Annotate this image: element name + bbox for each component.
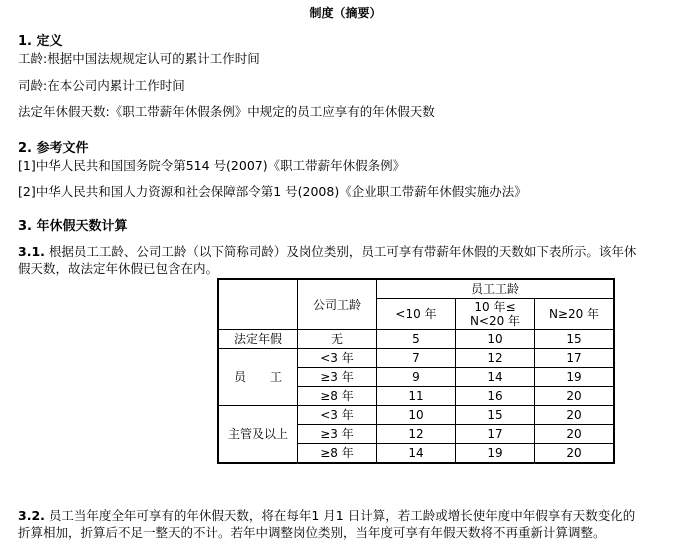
paragraph-3-1-line2: 假天数，故法定年休假已包含在内。 [18, 261, 219, 276]
value-cell: 20 [535, 444, 615, 464]
staff-label: 员 工 [218, 349, 298, 406]
company-tenure-header: 公司工龄 [298, 279, 377, 330]
paragraph-3-2-number: 3.2. [18, 508, 45, 523]
col-header-10-20-line1: 10 年≤ [474, 300, 516, 314]
value-cell: 7 [377, 349, 456, 368]
value-cell: 19 [535, 368, 615, 387]
value-cell: 10 [456, 330, 535, 349]
value-cell: 14 [456, 368, 535, 387]
value-cell: 5 [377, 330, 456, 349]
section-2-heading: 2. 参考文件 [18, 141, 89, 156]
table-row [218, 349, 614, 368]
value-cell: 16 [456, 387, 535, 406]
statutory-label: 法定年假 [218, 330, 298, 349]
manager-label: 主管及以上 [218, 406, 298, 464]
col-header-lt10: <10 年 [377, 299, 456, 330]
value-cell: 10 [377, 406, 456, 425]
reference-line: [1]中华人民共和国国务院令第514 号(2007)《职工带薪年休假条例》 [18, 158, 406, 173]
table-row [218, 406, 614, 425]
tenure-cell: ≥3 年 [298, 425, 377, 444]
value-cell: 11 [377, 387, 456, 406]
value-cell: 17 [456, 425, 535, 444]
value-cell: 12 [456, 349, 535, 368]
definition-line: 法定年休假天数:《职工带薪年休假条例》中规定的员工应享有的年休假天数 [18, 104, 435, 119]
value-cell: 15 [535, 330, 615, 349]
value-cell: 20 [535, 406, 615, 425]
table-row [218, 330, 614, 349]
value-cell: 20 [535, 425, 615, 444]
paragraph-3-1-text: 根据员工工龄、公司工龄（以下简称司龄）及岗位类别，员工可享有带薪年休假的天数如下表所示。该年休 [44, 244, 637, 259]
page-title: 制度（摘要） [309, 6, 382, 20]
col-header-ge20: N≥20 年 [535, 299, 615, 330]
reference-line: [2]中华人民共和国人力资源和社会保障部令第1 号(2008)《企业职工带薪年休假实施办法》 [18, 184, 527, 199]
col-header-10-20-line2: N<20 年 [469, 314, 521, 328]
paragraph-3-2-text: 员工当年度全年可享有的年休假天数，将在每年1 月1 日计算，若工龄或增长使年度中年假享有天数变化的 [44, 508, 636, 523]
section-1-heading: 1. 定义 [18, 34, 63, 49]
annual-leave-table [217, 278, 615, 464]
paragraph-3-2-line2: 折算相加，折算后不足一整天的不计。若年中调整岗位类别，当年度可享有年假天数将不再重新计算调整。 [18, 525, 606, 540]
value-cell: 15 [456, 406, 535, 425]
section-3-heading: 3. 年休假天数计算 [18, 219, 128, 234]
paragraph-3-1-line1 [18, 242, 636, 260]
value-cell: 12 [377, 425, 456, 444]
tenure-cell: ≥8 年 [298, 444, 377, 464]
value-cell: 20 [535, 387, 615, 406]
tenure-cell: ≥3 年 [298, 368, 377, 387]
tenure-cell: <3 年 [298, 406, 377, 425]
table-corner-cell [218, 279, 298, 330]
tenure-cell: ≥8 年 [298, 387, 377, 406]
tenure-cell: 无 [298, 330, 377, 349]
col-header-10-20 [456, 299, 535, 330]
tenure-cell: <3 年 [298, 349, 377, 368]
paragraph-3-1-number: 3.1. [18, 244, 45, 259]
value-cell: 14 [377, 444, 456, 464]
definition-line: 司龄:在本公司内累计工作时间 [18, 78, 185, 93]
definition-line: 工龄:根据中国法规规定认可的累计工作时间 [18, 51, 260, 66]
paragraph-3-2-line1 [18, 506, 635, 524]
value-cell: 17 [535, 349, 615, 368]
value-cell: 19 [456, 444, 535, 464]
value-cell: 9 [377, 368, 456, 387]
employee-tenure-header: 员工工龄 [377, 279, 615, 299]
